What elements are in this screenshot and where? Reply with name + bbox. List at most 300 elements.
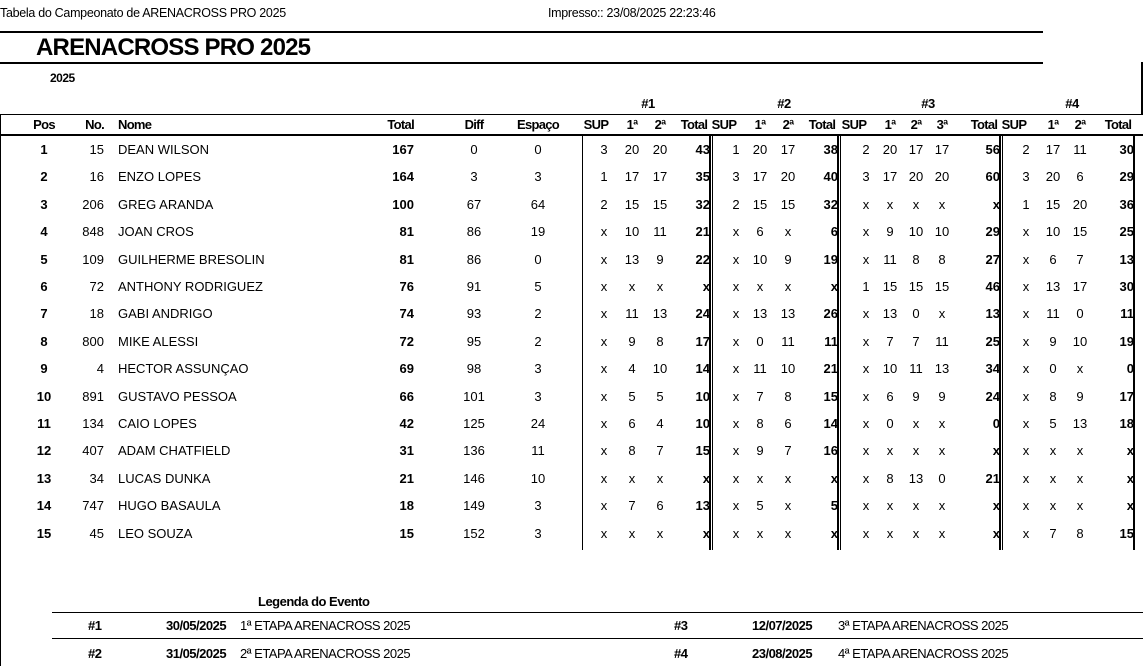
cell-e2-score: 3 bbox=[732, 169, 740, 184]
cell-e2-total: 15 bbox=[823, 389, 838, 404]
cell-no: 891 bbox=[82, 389, 104, 404]
cell-total: 164 bbox=[392, 169, 414, 184]
cell-e3-score: x bbox=[862, 334, 870, 349]
cell-e2-score: 8 bbox=[784, 389, 792, 404]
cell-name: LUCAS DUNKA bbox=[118, 471, 211, 486]
column-header-e3: 2ª bbox=[910, 117, 922, 132]
cell-e3-score: 15 bbox=[934, 279, 950, 294]
column-header-e2: SUP bbox=[711, 117, 737, 132]
column-header-e2: 2ª bbox=[782, 117, 794, 132]
cell-e3-score: 10 bbox=[908, 224, 924, 239]
cell-e2-total: 6 bbox=[830, 224, 838, 239]
cell-e1-score: x bbox=[656, 471, 664, 486]
cell-total: 42 bbox=[399, 416, 414, 431]
cell-e3-score: x bbox=[862, 389, 870, 404]
cell-e3-score: 0 bbox=[886, 416, 894, 431]
cell-e3-score: x bbox=[862, 361, 870, 376]
cell-e2-score: 1 bbox=[732, 142, 740, 157]
cell-e3-score: x bbox=[912, 498, 920, 513]
cell-e1-score: 2 bbox=[600, 197, 608, 212]
cell-pos: 12 bbox=[36, 443, 52, 458]
column-header-e2: Total bbox=[808, 117, 836, 132]
cell-name: JOAN CROS bbox=[118, 224, 194, 239]
cell-total: 100 bbox=[392, 197, 414, 212]
cell-e1-score: 15 bbox=[652, 197, 668, 212]
cell-e4-score: x bbox=[1022, 416, 1030, 431]
cell-e2-score: 7 bbox=[756, 389, 764, 404]
cell-e3-total: 46 bbox=[985, 279, 1000, 294]
cell-e4-score: 20 bbox=[1072, 197, 1088, 212]
cell-e2-total: 19 bbox=[823, 252, 838, 267]
legend-event-id: #3 bbox=[674, 618, 688, 633]
cell-no: 4 bbox=[96, 361, 104, 376]
cell-space: 3 bbox=[534, 361, 542, 376]
cell-e1-score: 17 bbox=[652, 169, 668, 184]
cell-space: 2 bbox=[534, 334, 542, 349]
cell-space: 24 bbox=[530, 416, 546, 431]
cell-e4-score: x bbox=[1022, 361, 1030, 376]
cell-space: 0 bbox=[534, 142, 542, 157]
legend-event-name: 2ª ETAPA ARENACROSS 2025 bbox=[240, 646, 411, 661]
cell-e2-total: 38 bbox=[823, 142, 838, 157]
cell-e4-score: 13 bbox=[1045, 279, 1061, 294]
cell-no: 134 bbox=[82, 416, 104, 431]
cell-e3-score: x bbox=[912, 443, 920, 458]
event-group-header: #1 bbox=[641, 96, 655, 111]
cell-e4-score: x bbox=[1022, 389, 1030, 404]
cell-e2-score: 0 bbox=[756, 334, 764, 349]
column-header-e4: 1ª bbox=[1047, 117, 1059, 132]
cell-e3-score: x bbox=[938, 197, 946, 212]
cell-space: 2 bbox=[534, 306, 542, 321]
legend-event-date: 31/05/2025 bbox=[166, 646, 227, 661]
cell-e4-score: 9 bbox=[1049, 334, 1057, 349]
cell-e2-score: 13 bbox=[780, 306, 796, 321]
cell-e1-score: 13 bbox=[652, 306, 668, 321]
event-column-separator bbox=[1002, 136, 1003, 550]
column-header-e4: Total bbox=[1104, 117, 1132, 132]
legend-title: Legenda do Evento bbox=[258, 594, 370, 609]
cell-e4-total: x bbox=[1126, 471, 1134, 486]
cell-space: 3 bbox=[534, 169, 542, 184]
cell-e4-total: 11 bbox=[1120, 306, 1134, 321]
cell-e2-score: x bbox=[784, 526, 792, 541]
column-header-e3: Total bbox=[970, 117, 998, 132]
cell-e1-total: 24 bbox=[695, 306, 710, 321]
cell-diff: 3 bbox=[470, 169, 478, 184]
legend-event-date: 12/07/2025 bbox=[752, 618, 813, 633]
cell-no: 18 bbox=[89, 306, 104, 321]
cell-e2-total: 5 bbox=[830, 498, 838, 513]
cell-e3-score: 11 bbox=[909, 361, 923, 376]
cell-name: ADAM CHATFIELD bbox=[118, 443, 231, 458]
cell-e2-score: x bbox=[784, 279, 792, 294]
cell-e4-total: 0 bbox=[1126, 361, 1134, 376]
cell-e2-score: 20 bbox=[780, 169, 796, 184]
cell-e3-score: 0 bbox=[912, 306, 920, 321]
cell-name: GUILHERME BRESOLIN bbox=[118, 252, 265, 267]
cell-e1-score: 6 bbox=[656, 498, 664, 513]
column-header-e1: SUP bbox=[583, 117, 609, 132]
cell-e4-score: 20 bbox=[1045, 169, 1061, 184]
column-header-e1: Total bbox=[680, 117, 708, 132]
cell-e4-score: 17 bbox=[1045, 142, 1061, 157]
cell-name: LEO SOUZA bbox=[118, 526, 193, 541]
page-title: ARENACROSS PRO 2025 bbox=[36, 34, 311, 61]
cell-e3-score: 11 bbox=[935, 334, 949, 349]
cell-e4-score: 6 bbox=[1076, 169, 1084, 184]
cell-e2-score: 6 bbox=[756, 224, 764, 239]
legend-top-rule bbox=[52, 612, 1143, 613]
event-group-header: #4 bbox=[1065, 96, 1079, 111]
cell-e3-score: x bbox=[938, 443, 946, 458]
season-year: 2025 bbox=[50, 71, 75, 85]
cell-space: 3 bbox=[534, 498, 542, 513]
cell-name: MIKE ALESSI bbox=[118, 334, 199, 349]
cell-e1-score: x bbox=[600, 526, 608, 541]
cell-e4-score: 15 bbox=[1072, 224, 1088, 239]
cell-e3-total: 56 bbox=[985, 142, 1000, 157]
column-header-space: Espaço bbox=[516, 117, 560, 132]
cell-e3-score: 9 bbox=[886, 224, 894, 239]
cell-e1-total: 17 bbox=[695, 334, 710, 349]
cell-e2-total: 16 bbox=[823, 443, 838, 458]
cell-e1-score: 5 bbox=[628, 389, 636, 404]
cell-no: 206 bbox=[82, 197, 104, 212]
cell-e3-score: x bbox=[886, 197, 894, 212]
column-header-e3: 3ª bbox=[936, 117, 948, 132]
cell-e1-total: x bbox=[702, 471, 710, 486]
cell-e3-score: 0 bbox=[938, 471, 946, 486]
cell-e4-score: 11 bbox=[1046, 306, 1060, 321]
cell-e3-score: 7 bbox=[912, 334, 920, 349]
legend-event-date: 30/05/2025 bbox=[166, 618, 227, 633]
cell-e2-score: 11 bbox=[753, 361, 767, 376]
cell-e4-score: x bbox=[1022, 526, 1030, 541]
cell-space: 10 bbox=[530, 471, 546, 486]
event-group-header: #2 bbox=[777, 96, 791, 111]
column-header-total: Total bbox=[387, 117, 414, 132]
cell-e4-total: x bbox=[1126, 443, 1134, 458]
cell-e1-score: 10 bbox=[652, 361, 668, 376]
cell-e3-total: x bbox=[992, 498, 1000, 513]
cell-e1-total: 32 bbox=[695, 197, 710, 212]
cell-e2-total: x bbox=[830, 471, 838, 486]
cell-e3-score: 20 bbox=[882, 142, 898, 157]
cell-total: 18 bbox=[399, 498, 414, 513]
cell-e3-score: 9 bbox=[938, 389, 946, 404]
cell-e3-score: x bbox=[912, 197, 920, 212]
cell-diff: 86 bbox=[466, 224, 482, 239]
cell-e2-score: x bbox=[732, 389, 740, 404]
cell-e3-score: 1 bbox=[862, 279, 870, 294]
cell-e1-score: 5 bbox=[656, 389, 664, 404]
column-header-diff: Diff bbox=[464, 117, 484, 132]
cell-e2-score: x bbox=[784, 224, 792, 239]
cell-e2-total: 26 bbox=[823, 306, 838, 321]
cell-pos: 3 bbox=[40, 197, 48, 212]
cell-e3-score: x bbox=[862, 443, 870, 458]
column-header-e3: SUP bbox=[841, 117, 867, 132]
cell-e3-score: 8 bbox=[912, 252, 920, 267]
cell-e2-total: 11 bbox=[824, 334, 838, 349]
cell-e4-score: 6 bbox=[1049, 252, 1057, 267]
cell-e3-score: 17 bbox=[882, 169, 898, 184]
cell-e1-score: x bbox=[600, 279, 608, 294]
cell-e2-score: x bbox=[756, 279, 764, 294]
cell-e2-score: 9 bbox=[756, 443, 764, 458]
cell-e1-score: x bbox=[600, 361, 608, 376]
cell-pos: 5 bbox=[40, 252, 48, 267]
event-column-separator bbox=[840, 136, 841, 550]
cell-e4-score: 1 bbox=[1022, 197, 1030, 212]
cell-total: 76 bbox=[399, 279, 414, 294]
cell-e4-score: x bbox=[1022, 279, 1030, 294]
cell-e1-total: 43 bbox=[695, 142, 710, 157]
printed-timestamp: Impresso:: 23/08/2025 22:23:46 bbox=[548, 6, 716, 20]
cell-e2-score: 7 bbox=[784, 443, 792, 458]
cell-e2-score: 6 bbox=[784, 416, 792, 431]
cell-diff: 146 bbox=[463, 471, 485, 486]
cell-e1-score: x bbox=[600, 498, 608, 513]
cell-e2-score: x bbox=[732, 526, 740, 541]
legend-event-id: #4 bbox=[674, 646, 688, 661]
cell-e1-score: 15 bbox=[624, 197, 640, 212]
cell-e3-score: 10 bbox=[934, 224, 950, 239]
cell-no: 407 bbox=[82, 443, 104, 458]
cell-e1-total: x bbox=[702, 279, 710, 294]
cell-no: 800 bbox=[82, 334, 104, 349]
cell-e4-score: 7 bbox=[1049, 526, 1057, 541]
report-header-title: Tabela do Campeonato de ARENACROSS PRO 2025 bbox=[0, 6, 286, 20]
cell-e3-score: 17 bbox=[908, 142, 924, 157]
cell-e1-score: 11 bbox=[625, 306, 639, 321]
cell-no: 109 bbox=[82, 252, 104, 267]
cell-diff: 95 bbox=[466, 334, 482, 349]
cell-e3-score: 3 bbox=[862, 169, 870, 184]
cell-e3-total: 13 bbox=[985, 306, 1000, 321]
cell-e1-score: x bbox=[600, 224, 608, 239]
cell-diff: 91 bbox=[466, 279, 482, 294]
title-bottom-rule bbox=[0, 62, 1043, 64]
cell-e4-score: x bbox=[1022, 443, 1030, 458]
cell-e4-score: 7 bbox=[1076, 252, 1084, 267]
cell-space: 3 bbox=[534, 389, 542, 404]
cell-e4-score: x bbox=[1022, 471, 1030, 486]
cell-e1-score: 11 bbox=[653, 224, 667, 239]
cell-e2-total: 32 bbox=[823, 197, 838, 212]
cell-e4-score: 10 bbox=[1045, 224, 1061, 239]
cell-pos: 7 bbox=[40, 306, 48, 321]
cell-e1-score: 6 bbox=[628, 416, 636, 431]
cell-e3-score: 13 bbox=[908, 471, 924, 486]
cell-e3-score: x bbox=[886, 526, 894, 541]
cell-e3-score: 8 bbox=[938, 252, 946, 267]
cell-e3-score: x bbox=[862, 498, 870, 513]
cell-e4-score: 11 bbox=[1073, 142, 1087, 157]
cell-e3-total: 60 bbox=[985, 169, 1000, 184]
cell-total: 167 bbox=[392, 142, 414, 157]
cell-space: 11 bbox=[531, 443, 545, 458]
cell-pos: 15 bbox=[36, 526, 52, 541]
cell-no: 15 bbox=[89, 142, 104, 157]
cell-e3-score: 13 bbox=[882, 306, 898, 321]
event-column-separator bbox=[582, 136, 583, 550]
cell-pos: 10 bbox=[36, 389, 52, 404]
cell-e2-score: 17 bbox=[752, 169, 768, 184]
cell-e1-score: x bbox=[600, 334, 608, 349]
cell-e3-score: 8 bbox=[886, 471, 894, 486]
cell-e2-score: x bbox=[732, 252, 740, 267]
cell-e2-score: 11 bbox=[781, 334, 795, 349]
cell-e1-score: 3 bbox=[600, 142, 608, 157]
cell-e1-score: 9 bbox=[628, 334, 636, 349]
cell-e4-score: 0 bbox=[1049, 361, 1057, 376]
cell-e4-score: 17 bbox=[1072, 279, 1088, 294]
cell-diff: 93 bbox=[466, 306, 482, 321]
cell-e4-score: x bbox=[1022, 498, 1030, 513]
cell-e3-score: 9 bbox=[912, 389, 920, 404]
cell-e3-total: 27 bbox=[985, 252, 1000, 267]
cell-e4-score: 5 bbox=[1049, 416, 1057, 431]
cell-name: ENZO LOPES bbox=[118, 169, 202, 184]
cell-name: HECTOR ASSUNÇAO bbox=[118, 361, 249, 376]
cell-e2-score: 13 bbox=[752, 306, 768, 321]
cell-e4-total: 18 bbox=[1119, 416, 1134, 431]
cell-e3-score: x bbox=[938, 526, 946, 541]
column-header-e4: SUP bbox=[1001, 117, 1027, 132]
cell-e4-score: 8 bbox=[1076, 526, 1084, 541]
column-header-name: Nome bbox=[118, 117, 152, 132]
cell-e1-score: 4 bbox=[628, 361, 636, 376]
cell-e1-score: x bbox=[628, 526, 636, 541]
cell-e4-score: x bbox=[1076, 443, 1084, 458]
cell-e2-score: x bbox=[732, 498, 740, 513]
cell-space: 0 bbox=[534, 252, 542, 267]
legend-event-name: 3ª ETAPA ARENACROSS 2025 bbox=[838, 618, 1009, 633]
cell-e4-score: 2 bbox=[1022, 142, 1030, 157]
event-group-header: #3 bbox=[921, 96, 935, 111]
cell-total: 72 bbox=[399, 334, 414, 349]
cell-total: 74 bbox=[399, 306, 414, 321]
cell-name: GUSTAVO PESSOA bbox=[118, 389, 237, 404]
cell-e4-score: x bbox=[1049, 498, 1057, 513]
cell-e2-score: x bbox=[784, 471, 792, 486]
cell-diff: 86 bbox=[466, 252, 482, 267]
cell-e3-total: 24 bbox=[985, 389, 1000, 404]
cell-pos: 8 bbox=[40, 334, 48, 349]
cell-e3-score: 10 bbox=[882, 361, 898, 376]
cell-e1-score: 4 bbox=[656, 416, 664, 431]
cell-e1-score: 7 bbox=[628, 498, 636, 513]
cell-name: ANTHONY RODRIGUEZ bbox=[118, 279, 263, 294]
column-header-e2: 1ª bbox=[754, 117, 766, 132]
cell-e1-total: x bbox=[702, 526, 710, 541]
cell-e3-score: x bbox=[862, 306, 870, 321]
cell-e3-score: x bbox=[912, 526, 920, 541]
legend-event-id: #1 bbox=[88, 618, 102, 633]
column-header-e4: 2ª bbox=[1074, 117, 1086, 132]
cell-space: 64 bbox=[530, 197, 546, 212]
cell-e2-total: 40 bbox=[823, 169, 838, 184]
column-header-e1: 1ª bbox=[626, 117, 638, 132]
legend-mid-rule bbox=[52, 638, 1143, 639]
cell-e1-score: x bbox=[600, 306, 608, 321]
cell-e3-total: 25 bbox=[985, 334, 1000, 349]
cell-e3-score: x bbox=[862, 197, 870, 212]
cell-e1-score: x bbox=[600, 443, 608, 458]
cell-e1-score: x bbox=[600, 471, 608, 486]
legend-event-name: 1ª ETAPA ARENACROSS 2025 bbox=[240, 618, 411, 633]
cell-no: 16 bbox=[89, 169, 104, 184]
cell-no: 747 bbox=[82, 498, 104, 513]
cell-e1-score: x bbox=[600, 252, 608, 267]
cell-e3-score: 15 bbox=[908, 279, 924, 294]
cell-e3-score: 13 bbox=[934, 361, 950, 376]
cell-e1-score: 13 bbox=[624, 252, 640, 267]
cell-name: HUGO BASAULA bbox=[118, 498, 221, 513]
column-header-top-rule bbox=[0, 114, 1143, 115]
cell-e1-score: 17 bbox=[624, 169, 640, 184]
cell-space: 19 bbox=[530, 224, 546, 239]
column-header-e1: 2ª bbox=[654, 117, 666, 132]
cell-e1-total: 15 bbox=[695, 443, 710, 458]
cell-e2-score: 9 bbox=[784, 252, 792, 267]
cell-e4-score: 8 bbox=[1049, 389, 1057, 404]
cell-e1-total: 13 bbox=[695, 498, 710, 513]
cell-e2-score: 15 bbox=[780, 197, 796, 212]
cell-e2-score: 10 bbox=[780, 361, 796, 376]
cell-e1-score: x bbox=[600, 416, 608, 431]
cell-e2-score: x bbox=[732, 443, 740, 458]
cell-name: CAIO LOPES bbox=[118, 416, 197, 431]
cell-e1-score: x bbox=[628, 279, 636, 294]
column-header-bottom-rule bbox=[0, 134, 1143, 136]
cell-pos: 14 bbox=[36, 498, 52, 513]
cell-e3-total: 21 bbox=[985, 471, 1000, 486]
cell-e4-total: 29 bbox=[1119, 169, 1134, 184]
cell-e2-total: x bbox=[830, 279, 838, 294]
cell-e1-score: 8 bbox=[656, 334, 664, 349]
cell-e3-score: x bbox=[886, 498, 894, 513]
cell-space: 3 bbox=[534, 526, 542, 541]
cell-diff: 0 bbox=[470, 142, 478, 157]
cell-e4-score: 0 bbox=[1076, 306, 1084, 321]
cell-e4-score: x bbox=[1076, 361, 1084, 376]
cell-e2-score: 2 bbox=[732, 197, 740, 212]
cell-e4-score: 15 bbox=[1045, 197, 1061, 212]
cell-e2-score: x bbox=[732, 334, 740, 349]
cell-e2-score: x bbox=[732, 306, 740, 321]
cell-total: 81 bbox=[399, 224, 414, 239]
cell-name: GREG ARANDA bbox=[118, 197, 214, 212]
cell-e3-score: 2 bbox=[862, 142, 870, 157]
cell-e2-score: 5 bbox=[756, 498, 764, 513]
cell-e1-score: 9 bbox=[656, 252, 664, 267]
cell-e2-score: x bbox=[732, 279, 740, 294]
cell-e3-score: x bbox=[862, 526, 870, 541]
cell-e4-score: 10 bbox=[1072, 334, 1088, 349]
cell-pos: 6 bbox=[40, 279, 48, 294]
cell-e3-score: x bbox=[862, 252, 870, 267]
cell-e3-score: x bbox=[862, 471, 870, 486]
cell-e4-score: x bbox=[1022, 306, 1030, 321]
cell-e3-score: x bbox=[938, 306, 946, 321]
cell-diff: 125 bbox=[463, 416, 485, 431]
cell-e2-score: x bbox=[732, 416, 740, 431]
cell-total: 31 bbox=[399, 443, 414, 458]
cell-e4-total: x bbox=[1126, 498, 1134, 513]
